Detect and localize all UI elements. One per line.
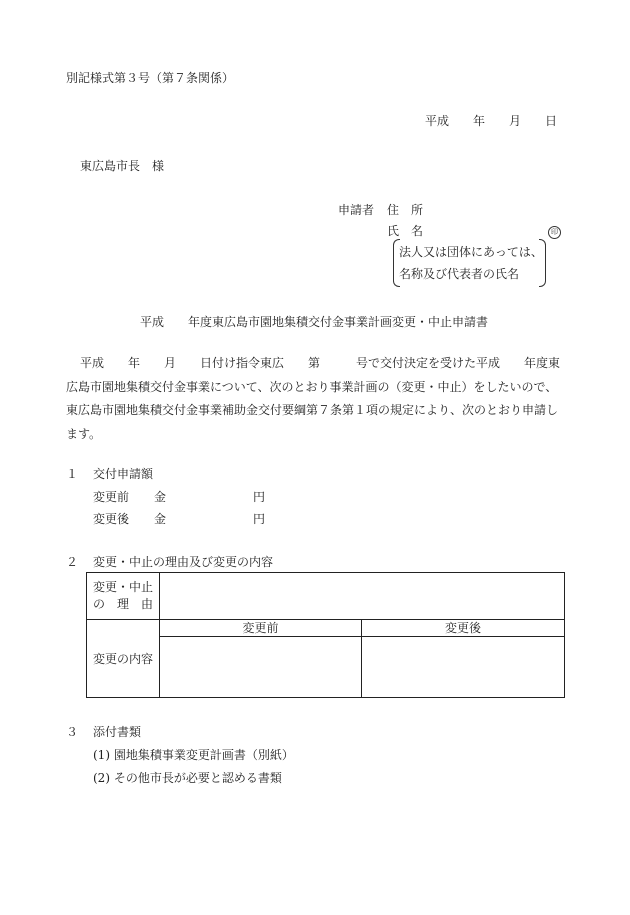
corporate-note-line2: 名称及び代表者の氏名 <box>399 267 520 281</box>
body-line: 広島市園地集積交付金事業について、次のとおり事業計画の（変更・中止）をしたいので、 <box>66 379 558 394</box>
before-header: 変更前 <box>160 620 362 637</box>
amount-after-kin: 金 <box>154 512 167 526</box>
amount-before-kin: 金 <box>154 490 167 504</box>
amount-before-label: 変更前 <box>93 490 130 504</box>
document-title: 平成 年度東広島市園地集積交付金事業計画変更・中止申請書 <box>140 315 489 329</box>
body-line: ます。 <box>66 426 102 441</box>
section1-heading: 交付申請額 <box>93 467 154 481</box>
amount-after-yen: 円 <box>253 512 266 526</box>
amount-after-label: 変更後 <box>93 512 130 526</box>
section2-number: ２ <box>66 555 79 569</box>
before-content-cell[interactable] <box>160 637 362 698</box>
form-label: 別記様式第３号（第７条関係） <box>66 71 235 85</box>
address-label: 住 所 <box>387 203 424 217</box>
name-label: 氏 名 <box>387 224 424 238</box>
submission-date: 平成 年 月 日 <box>425 114 558 128</box>
applicant-label: 申請者 <box>338 203 375 217</box>
section1-number: １ <box>66 467 79 481</box>
section3-number: ３ <box>66 725 79 739</box>
after-header: 変更後 <box>362 620 565 637</box>
reason-input-cell[interactable] <box>160 573 565 620</box>
change-reason-table <box>86 572 565 698</box>
corporate-note-line1: 法人又は団体にあっては、 <box>399 245 543 259</box>
after-content-cell[interactable] <box>362 637 565 698</box>
section3-heading: 添付書類 <box>93 725 142 739</box>
addressee: 東広島市長 様 <box>80 159 165 173</box>
seal-mark: 印 <box>548 226 561 239</box>
body-line: 平成 年 月 日付け指令東広 第 号で交付決定を受けた平成 年度東 <box>80 356 561 370</box>
attachment-item: (2) その他市長が必要と認める書類 <box>93 771 282 785</box>
content-label-cell: 変更の内容 <box>87 620 160 698</box>
reason-label-line1: 変更・中止 <box>93 580 154 594</box>
body-paragraph <box>66 352 564 446</box>
amount-before-yen: 円 <box>253 490 266 504</box>
section2-heading: 変更・中止の理由及び変更の内容 <box>93 555 274 569</box>
reason-label-line2: の 理 由 <box>93 597 154 611</box>
reason-label-cell <box>87 573 160 620</box>
attachment-item: (1) 園地集積事業変更計画書（別紙） <box>93 748 294 762</box>
body-line: 東広島市園地集積交付金事業補助金交付要綱第７条第１項の規定により、次のとおり申請し <box>66 403 559 417</box>
